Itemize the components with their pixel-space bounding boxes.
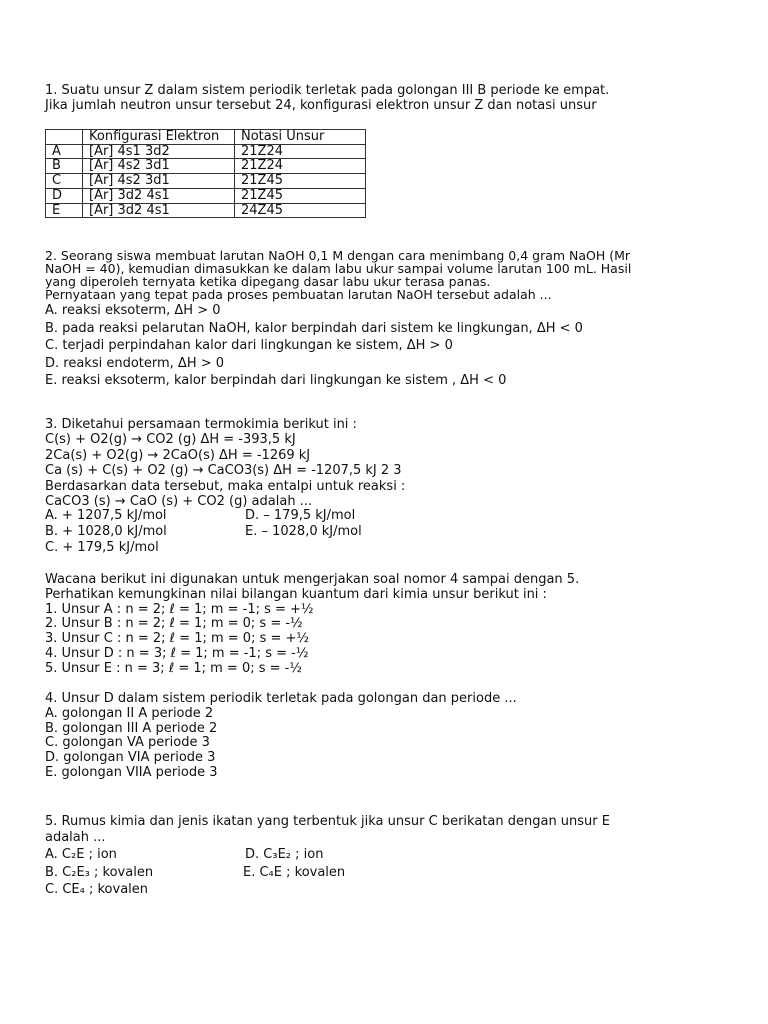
option-a: A. C₂E ; ion [45, 847, 117, 862]
question-5-line: 5. Rumus kimia dan jenis ikatan yang terbentuk jika unsur C berikatan dengan unsur E [45, 814, 610, 829]
question-2-line: Pernyataan yang tepat pada proses pembuatan larutan NaOH tersebut adalah ... [45, 287, 552, 302]
option-e: E. golongan VIIA periode 3 [45, 764, 218, 780]
question-3 [45, 417, 728, 556]
option-d: D. reaksi endoterm, ΔH > 0 [45, 355, 225, 371]
reading-passage [45, 573, 728, 677]
passage-line: Wacana berikut ini digunakan untuk mengerjakan soal nomor 4 sampai dengan 5. [45, 572, 580, 587]
question-1-line-2: Jika jumlah neutron unsur tersebut 24, konfigurasi elektron unsur Z dan notasi unsur [45, 97, 597, 113]
question-3-line: 2Ca(s) + O2(g) → 2CaO(s) ΔH = -1269 kJ [45, 447, 311, 463]
question-2 [45, 249, 728, 390]
option-c: C. golongan VA periode 3 [45, 735, 210, 751]
answer-table [45, 129, 366, 218]
question-3-options-row [45, 509, 728, 524]
table-cell: 21Z24 [235, 144, 366, 159]
question-5-line: adalah ... [45, 829, 106, 845]
table-header-row [46, 130, 366, 145]
table-cell: A [46, 144, 83, 159]
question-3-options-row [45, 525, 728, 540]
option-e: E. – 1028,0 kJ/mol [245, 523, 362, 539]
passage-line: 2. Unsur B : n = 2; ℓ = 1; m = 0; s = -½ [45, 616, 303, 632]
passage-line: 1. Unsur A : n = 2; ℓ = 1; m = -1; s = +½ [45, 601, 314, 617]
table-cell: 21Z24 [235, 159, 366, 174]
question-2-line: yang diperoleh ternyata ketika dipegang dasar labu ukur terasa panas. [45, 274, 491, 289]
question-1-line-1: 1. Suatu unsur Z dalam sistem periodik terletak pada golongan III B periode ke empat. [45, 83, 610, 98]
option-a: A. golongan II A periode 2 [45, 705, 214, 721]
option-b: B. golongan III A periode 2 [45, 720, 218, 736]
table-header: Konfigurasi Elektron [83, 130, 235, 145]
table-row [46, 188, 366, 203]
table-cell: [Ar] 4s2 3d1 [83, 174, 235, 189]
table-cell: [Ar] 4s2 3d1 [83, 159, 235, 174]
table-row [46, 159, 366, 174]
table-cell: D [46, 188, 83, 203]
question-1 [45, 84, 728, 113]
option-c: C. terjadi perpindahan kalor dari lingkungan ke sistem, ΔH > 0 [45, 338, 453, 353]
question-3-line: 3. Diketahui persamaan termokimia berikut ini : [45, 417, 357, 432]
option-d: D. golongan VIA periode 3 [45, 750, 216, 766]
passage-line: 4. Unsur D : n = 3; ℓ = 1; m = -1; s = -½ [45, 645, 309, 661]
table-row [46, 144, 366, 159]
option-b: B. pada reaksi pelarutan NaOH, kalor berpindah dari sistem ke lingkungan, ΔH < 0 [45, 320, 583, 336]
option-a: A. + 1207,5 kJ/mol [45, 508, 167, 524]
table-cell: [Ar] 3d2 4s1 [83, 188, 235, 203]
table-cell: 24Z45 [235, 203, 366, 218]
table-cell: E [46, 203, 83, 218]
table-cell: 21Z45 [235, 174, 366, 189]
table-cell: B [46, 159, 83, 174]
passage-line: 3. Unsur C : n = 2; ℓ = 1; m = 0; s = +½ [45, 631, 310, 647]
table-cell [46, 130, 83, 145]
option-d: D. C₃E₂ ; ion [245, 847, 324, 862]
option-c: C. + 179,5 kJ/mol [45, 540, 159, 556]
option-e: E. C₄E ; kovalen [243, 865, 346, 880]
table-row [46, 174, 366, 189]
question-5 [45, 814, 728, 897]
passage-line: 5. Unsur E : n = 3; ℓ = 1; m = 0; s = -½ [45, 660, 302, 676]
option-e: E. reaksi eksoterm, kalor berpindah dari lingkungan ke sistem , ΔH < 0 [45, 373, 507, 388]
table-cell: [Ar] 4s1 3d2 [83, 144, 235, 159]
option-a: A. reaksi eksoterm, ΔH > 0 [45, 303, 221, 318]
table-cell: 21Z45 [235, 188, 366, 203]
question-2-stem [45, 249, 728, 301]
option-b: B. C₂E₃ ; kovalen [45, 865, 154, 880]
table-cell: C [46, 174, 83, 189]
question-3-line: C(s) + O2(g) → CO2 (g) ΔH = -393,5 kJ [45, 432, 296, 448]
table-header: Notasi Unsur [235, 130, 366, 145]
question-3-line: CaCO3 (s) → CaO (s) + CO2 (g) adalah ... [45, 494, 313, 510]
option-b: B. + 1028,0 kJ/mol [45, 523, 167, 539]
option-c: C. CE₄ ; kovalen [45, 881, 149, 897]
table-cell: [Ar] 3d2 4s1 [83, 203, 235, 218]
table-row [46, 203, 366, 218]
question-2-line: NaOH = 40), kemudian dimasukkan ke dalam labu ukur sampai volume larutan 100 mL. Hasil [45, 261, 632, 276]
question-3-line: Berdasarkan data tersebut, maka entalpi untuk reaksi : [45, 478, 406, 494]
option-d: D. – 179,5 kJ/mol [245, 508, 356, 524]
question-5-options-row [45, 866, 728, 883]
question-3-line: Ca (s) + C(s) + O2 (g) → CaCO3(s) ΔH = -1207,5 kJ 2 3 [45, 463, 402, 479]
question-2-options [45, 302, 728, 390]
passage-line: Perhatikan kemungkinan nilai bilangan kuantum dari kimia unsur berikut ini : [45, 586, 547, 602]
question-2-line: 2. Seorang siswa membuat larutan NaOH 0,1 M dengan cara menimbang 0,4 gram NaOH (Mr [45, 248, 631, 263]
question-4 [45, 692, 728, 781]
question-4-stem: 4. Unsur D dalam sistem periodik terletak pada golongan dan periode ... [45, 691, 517, 706]
question-5-options-row [45, 848, 728, 866]
